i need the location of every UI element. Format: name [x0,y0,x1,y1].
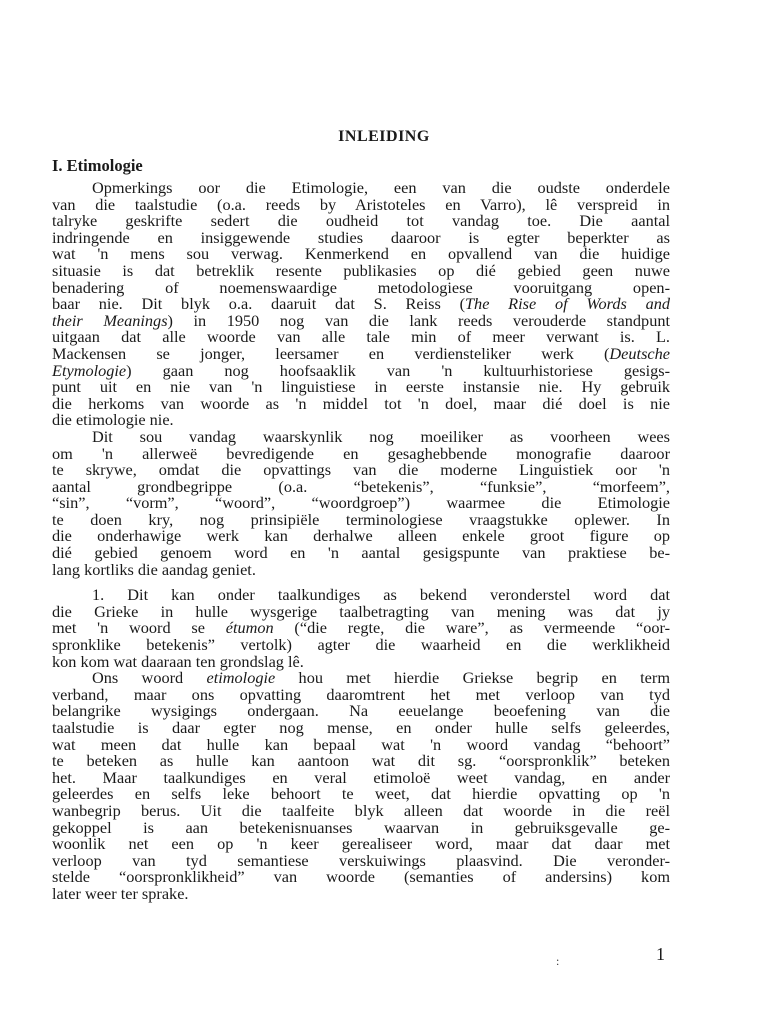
text-line: te beteken as hulle kan aantoon wat dit sg. “oorspronklik” beteken [52,751,670,771]
text-line: kon kom wat daaraan ten grondslag lê. [52,651,304,671]
text-line: talryke geskrifte sedert die oudheid tot vandag toe. Die aantal [52,211,670,231]
text-line: te doen kry, nog prinsipiële terminologiese vraagstukke oplewer. In [52,509,670,529]
text-line: verloop van tyd semantiese verskuiwings plaasvind. Die veronder- [52,850,670,870]
text-line: het. Maar taalkundiges en veral etimoloë weet vandag, en ander [52,767,670,787]
text-line: die onderhawige werk kan derhalwe alleen enkele groot figure op [52,526,670,546]
page-number: 1 [656,944,665,964]
text-line: verband, maar ons opvatting daaromtrent het met verloop van tyd [52,684,670,704]
text-line: situasie is dat betreklik resente publikasies op dié gebied geen nuwe [52,260,670,280]
text-line: te skrywe, omdat die opvattings van die moderne Linguistiek oor 'n [52,460,670,480]
text-line: benadering of noemenswaardige metodologiese vooruitgang open- [52,277,670,297]
text-line: gekoppel is aan betekenisnuanses waarvan in gebruiksgevalle ge- [52,817,670,837]
text-line: spronklike betekenis” vertolk) agter die waarheid en die werklikheid [52,635,670,655]
text-line: later weer ter sprake. [52,883,189,903]
text-line: their Meanings) in 1950 nog van die lank reeds verouderde standpunt [52,310,670,330]
text-line: Dit sou vandag waarskynlik nog moeiliker as voorheen wees [92,426,670,446]
text-line: wat 'n mens sou verwag. Kenmerkend en opvallend van die huidige [52,244,670,264]
text-line: belangrike wysigings ondergaan. Na eeuelange beoefening van die [52,701,670,721]
text-line: taalstudie is daar egter nog mense, en onder hulle selfs geleerdes, [52,718,670,737]
section-heading: I. Etimologie [52,156,143,175]
text-line: die Grieke in hulle wysgerige taalbetragting van mening was dat jy [52,601,670,621]
text-line: Etymologie) gaan nog hoofsaaklik van 'n kultuurhistoriese gesigs- [52,360,670,380]
text-line: die herkoms van woorde as 'n middel tot 'n doel, maar dié doel is nie [52,393,670,413]
text-line: dié gebied genoem word en 'n aantal gesigspunte van praktiese be- [52,543,670,563]
text-line: wanbegrip berus. Uit die taalfeite blyk alleen dat woorde in die reël [52,800,670,820]
text-line: indringende en insiggewende studies daaroor is egter beperkter as [52,227,670,247]
text-line: stelde “oorspronklikheid” van woorde (semanties of andersins) kom [52,867,670,887]
text-line: 1. Dit kan onder taalkundiges as bekend veronderstel word dat [92,585,670,605]
text-line: “sin”, “vorm”, “woord”, “woordgroep”) waarmee die Etimologie [52,493,670,513]
text-line: met 'n woord se étumon (“die regte, die ware”, as vermeende “oor- [52,618,670,638]
margin-mark: : [556,954,560,968]
text-line: baar nie. Dit blyk o.a. daaruit dat S. Reiss (The Rise of Words and [52,294,670,314]
text-line: Mackensen se jonger, leersamer en verdiensteliker werk (Deutsche [52,343,670,363]
text-line: wat meen dat hulle kan bepaal wat 'n woord vandag “behoort” [52,734,670,754]
text-line: van die taalstudie (o.a. reeds by Aristoteles en Varro), lê verspreid in [52,194,670,214]
text-line: lang kortliks die aandag geniet. [52,559,256,579]
page-title: INLEIDING [338,128,430,145]
body-text [52,180,670,903]
text-line: Ons woord etimologie hou met hierdie Griekse begrip en term [92,668,670,688]
text-line: woonlik net een op 'n keer gerealiseer word, maar dat daar met [52,834,670,854]
text-line: die etimologie nie. [52,410,174,430]
text-line: aantal grondbegrippe (o.a. “betekenis”, “funksie”, “morfeem”, [52,476,670,496]
text-line: punt uit en nie van 'n linguistiese in eerste instansie nie. Hy gebruik [52,377,670,397]
text-line: uitgaan dat alle woorde van alle tale min of meer verwant is. L. [52,327,670,347]
text-line: geleerdes en selfs leke behoort te weet, dat hierdie opvatting op 'n [52,784,670,804]
text-line: Opmerkings oor die Etimologie, een van die oudste onderdele [92,178,670,197]
text-line: om 'n allerweë bevredigende en gesaghebbende monografie daaroor [52,443,670,463]
